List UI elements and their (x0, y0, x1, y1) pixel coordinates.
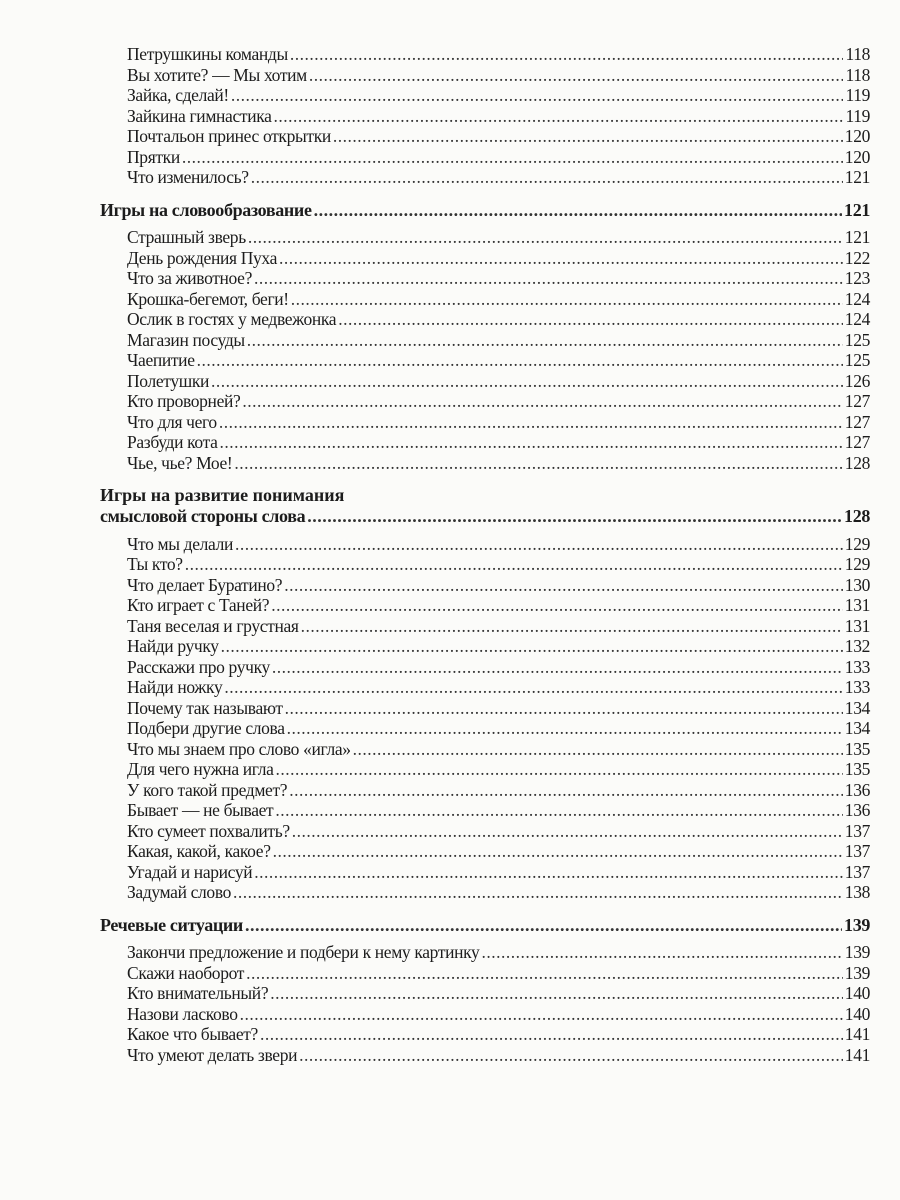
section-heading-row (100, 915, 870, 936)
entry-page-number: 131 (844, 615, 870, 636)
section-page-number: 139 (844, 914, 870, 935)
entry-title: Полетушки (127, 370, 210, 391)
entry-title: Подбери другие слова (127, 718, 285, 738)
entry-title: Вы хотите? — Мы хотим (127, 64, 307, 85)
entry-page-number: 131 (844, 595, 870, 615)
dot-leader (251, 167, 843, 188)
entry-page-number: 132 (844, 636, 870, 656)
entry-page-number: 133 (844, 656, 870, 677)
dot-leader (246, 963, 843, 984)
entry-page-number: 118 (845, 44, 870, 64)
dot-leader (292, 821, 843, 842)
entry-title: Ты кто? (127, 554, 183, 574)
toc-section (100, 200, 870, 474)
entry-page-number: 124 (844, 309, 870, 329)
dot-leader (247, 330, 843, 351)
toc-entry (100, 698, 870, 719)
entry-title: Крошка-бегемот, беги! (127, 288, 289, 309)
entry-title: Разбуди кота (127, 432, 218, 452)
dot-leader (285, 698, 843, 719)
entry-title: Кто играет с Таней? (127, 595, 270, 615)
toc-entry (100, 616, 870, 637)
toc-entry (100, 289, 870, 310)
dot-leader (290, 44, 844, 65)
toc-entry (100, 657, 870, 678)
entry-title: Найди ручку (127, 636, 219, 656)
entry-title: Страшный зверь (127, 227, 246, 247)
entry-title: Ослик в гостях у медвежонка (127, 309, 337, 329)
dot-leader (307, 506, 842, 527)
entry-page-number: 129 (844, 533, 870, 554)
toc-entry (100, 65, 870, 86)
dot-leader (299, 1045, 843, 1066)
toc-entry (100, 1004, 870, 1025)
toc-entry (100, 554, 870, 575)
toc-entry (100, 677, 870, 698)
entry-title: Назови ласково (127, 1003, 238, 1024)
entry-page-number: 118 (845, 64, 870, 85)
entry-page-number: 121 (844, 227, 870, 247)
toc-entry (100, 44, 870, 65)
entry-title: Что мы знаем про слово «игла» (127, 738, 351, 759)
dot-leader (240, 1004, 843, 1025)
dot-leader (287, 718, 843, 739)
toc-entry (100, 718, 870, 739)
entry-page-number: 136 (844, 779, 870, 800)
dot-leader (271, 595, 843, 616)
toc-entry (100, 534, 870, 555)
toc-entry (100, 800, 870, 821)
entry-page-number: 127 (844, 432, 870, 452)
dot-leader (333, 126, 843, 147)
toc-entry (100, 739, 870, 760)
toc-entry (100, 595, 870, 616)
entry-page-number: 119 (845, 105, 870, 126)
toc-section (100, 915, 870, 1066)
entry-page-number: 120 (844, 146, 870, 167)
entry-title: Найди ножку (127, 677, 223, 697)
toc-entry (100, 821, 870, 842)
entry-title: Что для чего (127, 411, 217, 432)
dot-leader (276, 759, 843, 780)
entry-title: День рождения Пуха (127, 247, 277, 268)
dot-leader (254, 268, 843, 289)
entry-title: Петрушкины команды (127, 44, 288, 64)
entry-title: Что мы делали (127, 533, 233, 554)
toc-entry (100, 167, 870, 188)
toc-entry (100, 330, 870, 351)
entry-page-number: 129 (844, 554, 870, 574)
section-heading-row (100, 200, 870, 221)
dot-leader (234, 453, 842, 474)
toc-entry (100, 759, 870, 780)
entry-page-number: 120 (844, 126, 870, 146)
entry-page-number: 125 (844, 329, 870, 350)
toc-entry (100, 147, 870, 168)
dot-leader (338, 309, 843, 330)
entry-page-number: 136 (844, 800, 870, 820)
entry-title: Зайкина гимнастика (127, 105, 272, 126)
entry-page-number: 126 (844, 370, 870, 391)
entry-page-number: 130 (844, 574, 870, 595)
entry-page-number: 127 (844, 411, 870, 432)
dot-leader (481, 942, 842, 963)
entry-title: Почтальон принес открытки (127, 126, 331, 146)
dot-leader (260, 1024, 843, 1045)
section-heading (100, 485, 870, 527)
entry-title: Расскажи про ручку (127, 656, 270, 677)
toc-entry (100, 412, 870, 433)
toc-section (100, 44, 870, 188)
entry-title: Кто внимательный? (127, 983, 269, 1003)
dot-leader (220, 432, 843, 453)
toc-entry (100, 942, 870, 963)
toc-entry (100, 453, 870, 474)
entry-title: Чаепитие (127, 350, 195, 370)
entry-page-number: 133 (844, 677, 870, 697)
entry-page-number: 140 (844, 983, 870, 1003)
dot-leader (273, 841, 843, 862)
toc-entry (100, 1024, 870, 1045)
section-page-number: 121 (844, 199, 870, 220)
dot-leader (197, 350, 843, 371)
entry-title: Почему так называют (127, 697, 283, 718)
dot-leader (248, 227, 843, 248)
section-page-number: 128 (844, 506, 870, 526)
entry-title: Прятки (127, 146, 180, 167)
dot-leader (353, 739, 843, 760)
toc-entry (100, 227, 870, 248)
dot-leader (274, 106, 844, 127)
dot-leader (309, 65, 844, 86)
dot-leader (301, 616, 843, 637)
dot-leader (291, 289, 843, 310)
entry-title: Скажи наоборот (127, 962, 245, 983)
entry-page-number: 141 (844, 1024, 870, 1044)
entry-title: Какая, какой, какое? (127, 841, 271, 861)
toc-entry (100, 882, 870, 903)
dot-leader (289, 780, 843, 801)
entry-page-number: 135 (844, 738, 870, 759)
dot-leader (284, 575, 843, 596)
entry-page-number: 137 (844, 841, 870, 861)
section-heading-title: Игры на словообразование (100, 199, 312, 220)
entry-title: Закончи предложение и подбери к нему картинку (127, 942, 480, 962)
dot-leader (211, 371, 843, 392)
section-heading (100, 915, 870, 936)
entry-title: Что умеют делать звери (127, 1044, 298, 1065)
toc-entry (100, 636, 870, 657)
entry-title: Магазин посуды (127, 329, 245, 350)
dot-leader (314, 200, 842, 221)
entry-title: Что изменилось? (127, 167, 249, 187)
toc-entry (100, 432, 870, 453)
entry-page-number: 139 (844, 962, 870, 983)
dot-leader (231, 85, 844, 106)
dot-leader (279, 248, 843, 269)
entry-page-number: 139 (844, 942, 870, 962)
toc-section (100, 485, 870, 903)
dot-leader (182, 147, 843, 168)
entry-title: Задумай слово (127, 882, 232, 902)
entry-title: Кто сумеет похвалить? (127, 820, 290, 841)
table-of-contents (100, 44, 870, 1065)
entry-page-number: 123 (844, 268, 870, 288)
toc-entry (100, 575, 870, 596)
entry-title: Что делает Буратино? (127, 574, 283, 595)
entry-title: Таня веселая и грустная (127, 615, 299, 636)
toc-entry (100, 862, 870, 883)
dot-leader (275, 800, 842, 821)
dot-leader (219, 412, 843, 433)
entry-title: Бывает — не бывает (127, 800, 274, 820)
toc-entry (100, 268, 870, 289)
entry-title: Кто проворней? (127, 391, 241, 411)
toc-entry (100, 371, 870, 392)
entry-page-number: 121 (844, 167, 870, 187)
entry-page-number: 134 (844, 718, 870, 738)
toc-entry (100, 106, 870, 127)
dot-leader (272, 657, 843, 678)
section-heading-line-1: Игры на развитие понимания (100, 485, 345, 505)
toc-entry (100, 841, 870, 862)
toc-entry (100, 248, 870, 269)
dot-leader (254, 862, 843, 883)
entry-page-number: 137 (844, 861, 870, 882)
entry-page-number: 135 (844, 759, 870, 779)
dot-leader (245, 915, 842, 936)
section-heading (100, 200, 870, 221)
toc-entry (100, 1045, 870, 1066)
entry-page-number: 122 (844, 247, 870, 268)
entry-page-number: 128 (844, 452, 870, 473)
section-heading-row (100, 506, 870, 527)
entry-page-number: 127 (844, 391, 870, 411)
dot-leader (235, 534, 843, 555)
section-heading-title: Речевые ситуации (100, 914, 243, 935)
dot-leader (242, 391, 842, 412)
entry-title: Для чего нужна игла (127, 759, 274, 779)
entry-page-number: 138 (844, 882, 870, 902)
entry-page-number: 119 (845, 85, 870, 105)
toc-entry (100, 126, 870, 147)
toc-entry (100, 350, 870, 371)
dot-leader (233, 882, 843, 903)
entry-page-number: 137 (844, 820, 870, 841)
entry-title: Зайка, сделай! (127, 85, 229, 105)
toc-entry (100, 391, 870, 412)
toc-entry (100, 780, 870, 801)
entry-title: У кого такой предмет? (127, 779, 288, 800)
toc-entry (100, 309, 870, 330)
entry-title: Какое что бывает? (127, 1024, 258, 1044)
entry-title: Угадай и нарисуй (127, 861, 253, 882)
dot-leader (270, 983, 843, 1004)
dot-leader (185, 554, 843, 575)
toc-entry (100, 963, 870, 984)
dot-leader (224, 677, 842, 698)
entry-page-number: 141 (844, 1044, 870, 1065)
entry-page-number: 125 (844, 350, 870, 370)
entry-title: Чье, чье? Мое! (127, 452, 233, 473)
dot-leader (221, 636, 843, 657)
toc-entry (100, 983, 870, 1004)
entry-page-number: 134 (844, 697, 870, 718)
entry-page-number: 124 (844, 288, 870, 309)
entry-title: Что за животное? (127, 268, 253, 288)
toc-entry (100, 85, 870, 106)
entry-page-number: 140 (844, 1003, 870, 1024)
section-heading-line-2: смысловой стороны слова (100, 506, 306, 526)
